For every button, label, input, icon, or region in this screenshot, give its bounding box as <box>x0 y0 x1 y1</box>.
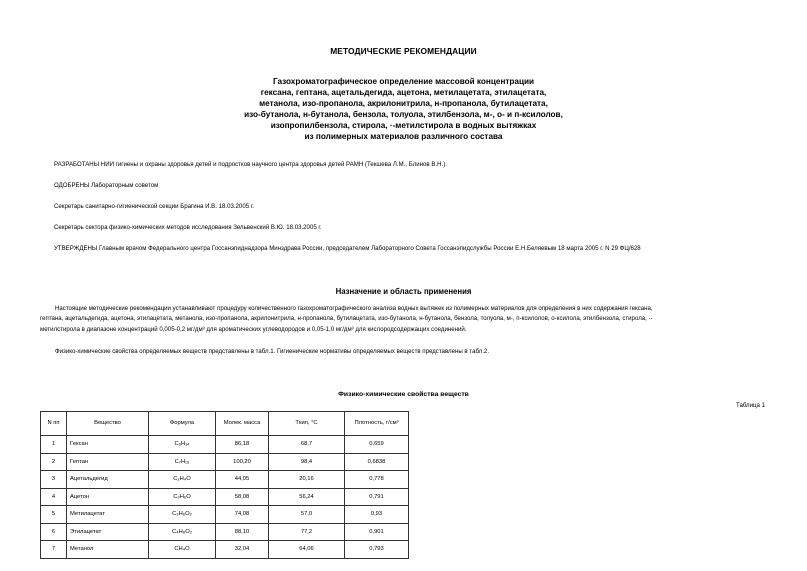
cell-substance: Метанол <box>67 541 149 559</box>
scope-paragraph <box>40 304 775 335</box>
cell-num: 5 <box>41 506 67 524</box>
cell-mass: 32,04 <box>216 541 269 559</box>
cell-substance: Метилацетат <box>67 506 149 524</box>
cell-num: 6 <box>41 523 67 541</box>
scope-line: метилстирола в диапазоне концентраций 0,005-0,2 мг/дм³ для ароматических углеводородов и 0,05-1,0 мг/дм³ для кислородсодержащих соединений. <box>40 325 467 333</box>
header-substance: Вещество <box>67 412 149 436</box>
cell-formula: C₂H₄O <box>149 471 216 489</box>
cell-density: 0,901 <box>345 523 409 541</box>
cell-num: 2 <box>41 453 67 471</box>
subtitle-line: метанола, изо-пропанола, акрилонитрила, н-пропанола, бутилацетата, <box>259 99 548 109</box>
cell-mass: 74,08 <box>216 506 269 524</box>
reference-line: Физико-химические свойства определяемых веществ представлены в табл.1. Гигиенические нормативы определяемых веществ представлены в табл.2. <box>55 348 490 355</box>
cell-density: 0,778 <box>345 471 409 489</box>
header-formula: Формула <box>149 412 216 436</box>
cell-mass: 88,10 <box>216 523 269 541</box>
table-row <box>41 523 409 541</box>
table-body <box>41 436 409 559</box>
scope-line: гептана, ацетальдегида, ацетона, этилацетата, метанола, изо-пропанола, акрилонитрила, н-пропанола, бутилацетата, изо-бутанола, н-бутанола, бензола, толуола, м-, п-ксилолов, о-ксилола, этилбензола, стирола, ·- <box>40 315 653 323</box>
table-row <box>41 541 409 559</box>
table-title: Физико-химические свойства веществ <box>338 391 469 398</box>
header-density: Плотность, г/см³ <box>345 412 409 436</box>
cell-boiling-temp: 68,7 <box>269 436 345 454</box>
cell-num: 3 <box>41 471 67 489</box>
cell-boiling-temp: 64,06 <box>269 541 345 559</box>
cell-formula: C₆H₁₄ <box>149 436 216 454</box>
cell-formula: C₃H₆O <box>149 488 216 506</box>
table-number: Таблица 1 <box>736 402 765 409</box>
secretary-physchem: Секретарь сектора физико-химических методов исследования Зельвенский В.Ю. 18.03.2005 г. <box>54 224 322 231</box>
cell-boiling-temp: 77,2 <box>269 523 345 541</box>
section-heading: Назначение и область применения <box>335 287 472 296</box>
document-subtitle <box>0 76 807 143</box>
cell-mass: 58,08 <box>216 488 269 506</box>
table-row <box>41 506 409 524</box>
cell-substance: Гексан <box>67 436 149 454</box>
cell-substance: Ацетон <box>67 488 149 506</box>
confirmed-by: УТВЕРЖДЕНЫ Главным врачом Федерального центра Госсанэпиднадзора Минздрава России, председателем Лабораторного Совета Госсанэпидслужбы России Е.Н.Беляевым 18 марта 2005 г. N 29 ФЦ/628 <box>54 245 641 252</box>
developed-by: РАЗРАБОТАНЫ НИИ гигиены и охраны здоровья детей и подростков научного центра здоровья детей РАМН (Текшева Л.М., Блинов В.Н.). <box>54 161 447 168</box>
subtitle-line: изопропилбензола, стирола, ·-метилстирола в водных вытяжках <box>270 121 537 131</box>
table-row <box>41 436 409 454</box>
table-row <box>41 471 409 489</box>
cell-density: 0,659 <box>345 436 409 454</box>
cell-formula: CH₄O <box>149 541 216 559</box>
properties-reference-paragraph <box>40 347 775 357</box>
cell-boiling-temp: 98,4 <box>269 453 345 471</box>
cell-mass: 100,20 <box>216 453 269 471</box>
subtitle-line: Газохроматографическое определение массовой концентрации <box>272 77 535 86</box>
cell-formula: C₃H₆O₂ <box>149 506 216 524</box>
cell-density: 0,793 <box>345 541 409 559</box>
table-row <box>41 488 409 506</box>
cell-substance: Ацетальдегид <box>67 471 149 489</box>
cell-formula: C₇H₁₆ <box>149 453 216 471</box>
cell-substance: Этилацетат <box>67 523 149 541</box>
cell-density: 0,93 <box>345 506 409 524</box>
cell-density: 0,791 <box>345 488 409 506</box>
table-row <box>41 453 409 471</box>
cell-mass: 86,18 <box>216 436 269 454</box>
cell-num: 1 <box>41 436 67 454</box>
subtitle-line: из полимерных материалов различного состава <box>304 132 503 142</box>
cell-num: 7 <box>41 541 67 559</box>
subtitle-line: изо-бутанола, н-бутанола, бензола, толуола, этилбензола, м-, о- и п-ксилолов, <box>244 110 563 120</box>
subtitle-line: гексана, гептана, ацетальдегида, ацетона, метилацетата, этилацетата, <box>260 88 547 98</box>
secretary-sanitary: Секретарь санитарно-гигиенической секции Брагина И.В. 18.03.2005 г. <box>54 203 254 210</box>
header-mass: Молек. масса <box>216 412 269 436</box>
cell-formula: C₄H₈O₂ <box>149 523 216 541</box>
header-num: N пп <box>41 412 67 436</box>
approved-by: ОДОБРЕНЫ Лабораторным советом <box>54 182 159 189</box>
cell-boiling-temp: 56,24 <box>269 488 345 506</box>
table-header-row <box>41 412 409 436</box>
header-boiling-temp: Tкип, °С <box>269 412 345 436</box>
cell-boiling-temp: 57,0 <box>269 506 345 524</box>
properties-table <box>40 411 409 559</box>
cell-density: 0,6838 <box>345 453 409 471</box>
cell-mass: 44,05 <box>216 471 269 489</box>
cell-num: 4 <box>41 488 67 506</box>
cell-boiling-temp: 20,16 <box>269 471 345 489</box>
cell-substance: Гептан <box>67 453 149 471</box>
scope-line: Настоящие методические рекомендации устанавливают процедуру количественного газохроматографического анализа водных вытяжек из полимерных материалов для определения в них содержания гексана, <box>55 305 653 312</box>
document-title: МЕТОДИЧЕСКИЕ РЕКОМЕНДАЦИИ <box>330 46 477 56</box>
